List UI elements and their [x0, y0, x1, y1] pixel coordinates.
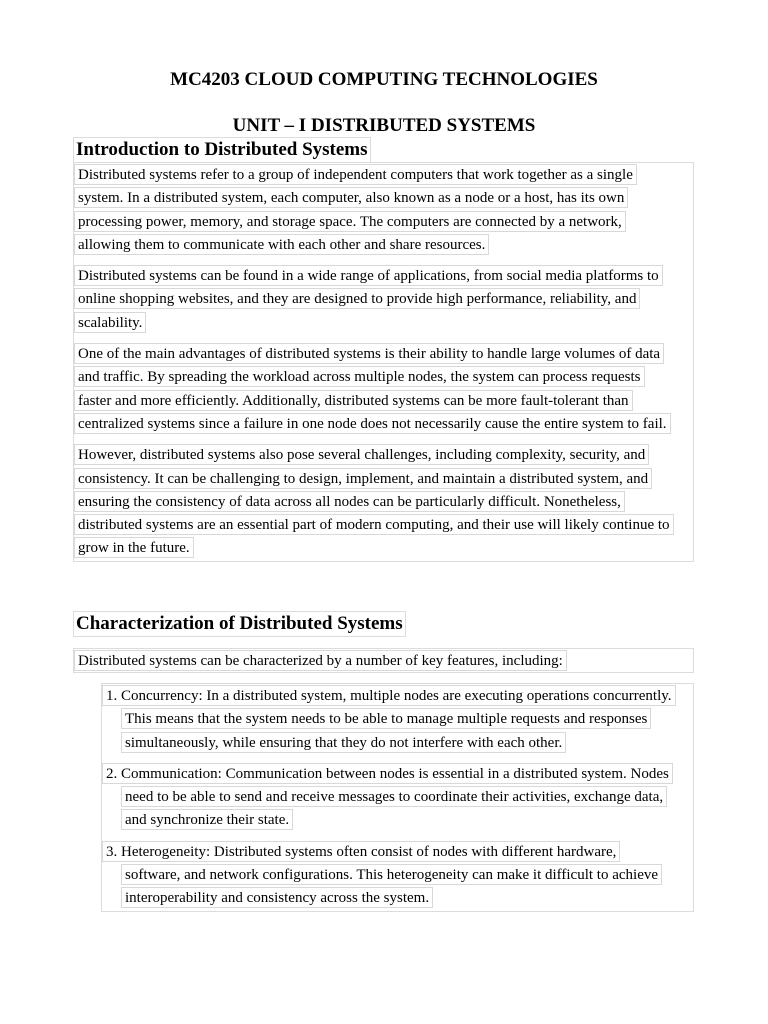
text-line: need to be able to send and receive messages to coordinate their activities, exchange data,: [121, 786, 667, 807]
text-line: online shopping websites, and they are designed to provide high performance, reliability, and: [74, 288, 640, 309]
intro-paragraph: [74, 444, 693, 558]
text-line: 1. Concurrency: In a distributed system, multiple nodes are executing operations concurrently.: [102, 685, 676, 706]
list-item: [102, 685, 693, 753]
text-line: and synchronize their state.: [121, 809, 293, 830]
text-line: One of the main advantages of distributed systems is their ability to handle large volumes of data: [74, 343, 664, 364]
text-line: centralized systems since a failure in one node does not necessarily cause the entire system to fail.: [74, 413, 671, 434]
intro-paragraph: [74, 164, 693, 255]
intro-heading: Introduction to Distributed Systems: [73, 137, 371, 163]
text-line: processing power, memory, and storage space. The computers are connected by a network,: [74, 211, 626, 232]
unit-title: UNIT – I DISTRIBUTED SYSTEMS: [232, 115, 536, 136]
text-line: Distributed systems can be found in a wide range of applications, from social media platforms to: [74, 265, 663, 286]
characterization-lead: [74, 650, 693, 671]
text-line: ensuring the consistency of data across all nodes can be particularly difficult. Nonetheless,: [74, 491, 625, 512]
list-item: [102, 763, 693, 831]
text-line: interoperability and consistency across the system.: [121, 887, 433, 908]
text-line: allowing them to communicate with each other and share resources.: [74, 234, 489, 255]
text-line: grow in the future.: [74, 537, 194, 558]
text-line: distributed systems are an essential part of modern computing, and their use will likely continue to: [74, 514, 674, 535]
characterization-heading: Characterization of Distributed Systems: [73, 611, 406, 637]
text-line: faster and more efficiently. Additionally, distributed systems can be more fault-tolerant than: [74, 390, 633, 411]
characterization-lead-block: [73, 648, 694, 673]
text-line: 2. Communication: Communication between nodes is essential in a distributed system. Nodes: [102, 763, 673, 784]
text-line: 3. Heterogeneity: Distributed systems often consist of nodes with different hardware,: [102, 841, 620, 862]
intro-paragraph: [74, 265, 693, 333]
text-line: and traffic. By spreading the workload across multiple nodes, the system can process requests: [74, 366, 645, 387]
text-line: simultaneously, while ensuring that they do not interfere with each other.: [121, 732, 566, 753]
text-line: Distributed systems refer to a group of independent computers that work together as a single: [74, 164, 637, 185]
list-item: [102, 841, 693, 909]
course-title: MC4203 CLOUD COMPUTING TECHNOLOGIES: [170, 69, 598, 90]
text-line: consistency. It can be challenging to design, implement, and maintain a distributed system, and: [74, 468, 652, 489]
text-line: However, distributed systems also pose several challenges, including complexity, security, and: [74, 444, 649, 465]
feature-list: [101, 683, 694, 912]
intro-section: [73, 162, 694, 562]
text-line: scalability.: [74, 312, 146, 333]
intro-paragraph: [74, 343, 693, 434]
text-line: Distributed systems can be characterized by a number of key features, including:: [74, 650, 567, 671]
text-line: software, and network configurations. This heterogeneity can make it difficult to achieve: [121, 864, 662, 885]
text-line: system. In a distributed system, each computer, also known as a node or a host, has its own: [74, 187, 628, 208]
text-line: This means that the system needs to be able to manage multiple requests and responses: [121, 708, 651, 729]
